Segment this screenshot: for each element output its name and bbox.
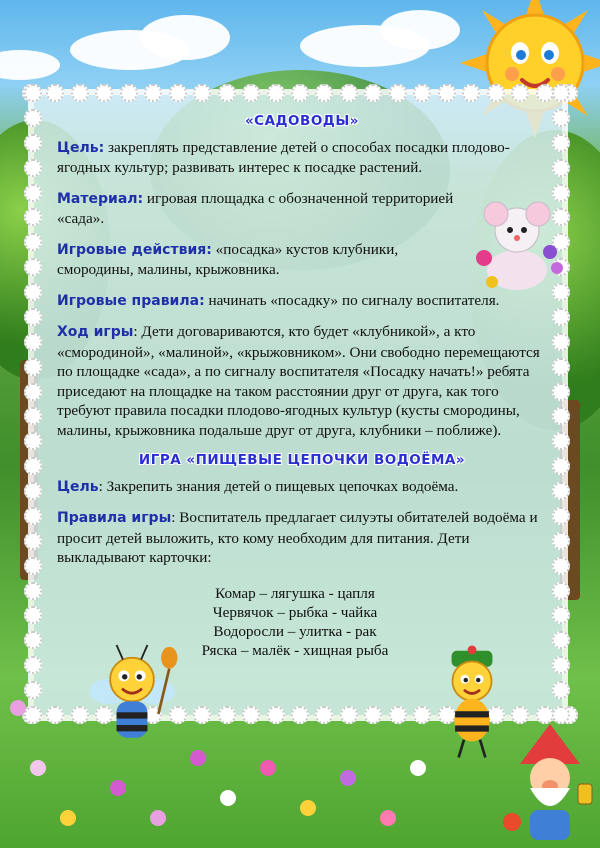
food-chain-item: Ряска – малёк - хищная рыба (201, 641, 389, 659)
goal-paragraph (57, 138, 547, 178)
goal-label: Цель: (57, 139, 105, 156)
goal-text: закреплять представление детей о способах посадки плодово-ягодных культур; развивать интерес к посадке растений. (57, 138, 510, 176)
material-text: игровая площадка с обозначенной территорией «сада». (57, 189, 454, 227)
food-goal-paragraph (57, 477, 547, 498)
food-rules-paragraph (57, 508, 547, 568)
actions-text: «посадка» кустов клубники, смородины, малины, крыжовника. (57, 240, 399, 278)
food-rules-label: Правила игры (57, 510, 172, 526)
food-chain-item: Червячок – рыбка - чайка (212, 603, 378, 621)
course-paragraph (57, 322, 547, 440)
bee-with-honey-icon (82, 640, 182, 770)
actions-label: Игровые действия: (57, 241, 212, 258)
food-chain-item: Водоросли – улитка - рак (213, 622, 377, 640)
food-rules-text: : Воспитатель предлагает силуэты обитателей водоёма и просит детей выложить, кто кому необходим для питания. Дети выкладывают карточки: (57, 509, 538, 566)
lace-border-left (24, 84, 44, 724)
course-text: : Дети договариваются, кто будет «клубникой», а кто «смородиной», «малиной», «крыжовником». Они свободно перемещаются по площадке «сада», а по сигналу воспитателя «Посадку начать!» ребята приседают на площадке на таком расстоянии друг от друга, как того требуют правила посадки плодово-ягодных культур (кусты смородины, малины, крыжовника подальше друг от друга, клубники – поближе). (57, 323, 540, 439)
rules-text: начинать «посадку» по сигналу воспитателя. (204, 291, 500, 309)
gnome-with-lantern-icon (500, 724, 600, 844)
food-goal-label: Цель (57, 478, 99, 495)
material-label: Материал: (57, 190, 144, 207)
section-title-food-chains: ИГРА «ПИЩЕВЫЕ ЦЕПОЧКИ ВОДОЁМА» (138, 452, 466, 468)
rules-label: Игровые правила: (57, 292, 205, 309)
lace-border-top (22, 84, 578, 104)
section-title-gardeners: «САДОВОДЫ» (244, 113, 360, 129)
food-goal-text: : Закрепить знания детей о пищевых цепочках водоёма. (98, 477, 459, 495)
lace-border-right (552, 84, 572, 724)
mouse-with-flowers-icon (462, 190, 572, 300)
food-chain-item: Комар – лягушка - цапля (215, 584, 375, 602)
course-label: Ход игры (57, 324, 134, 340)
